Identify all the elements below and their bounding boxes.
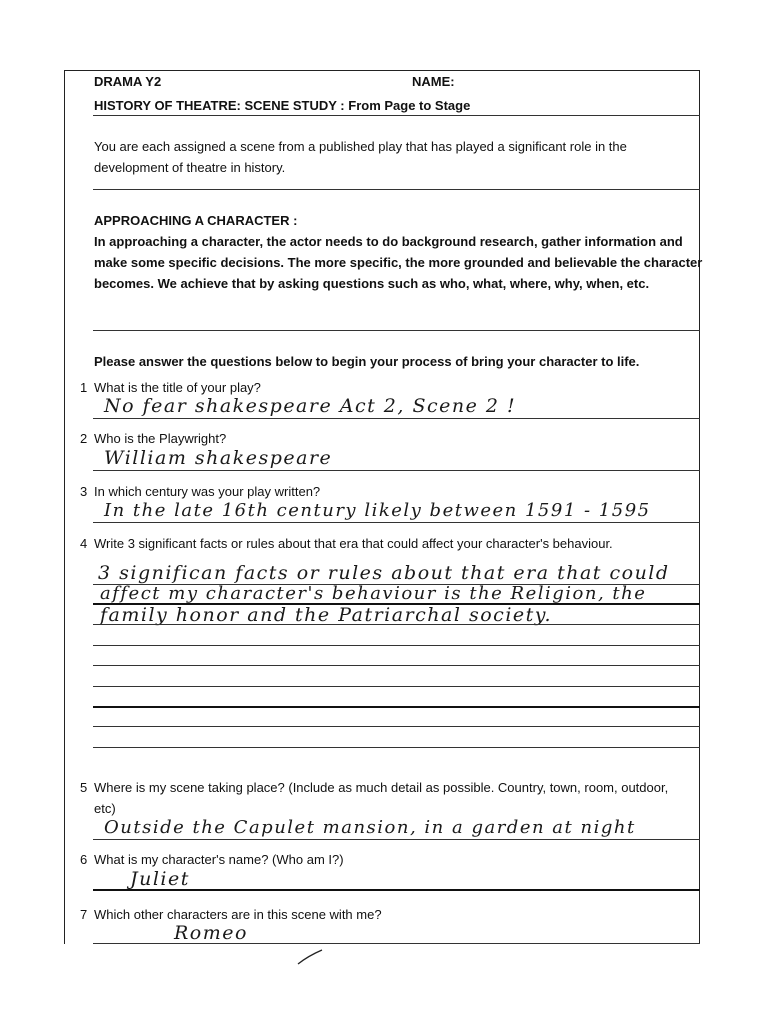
approach-line: make some specific decisions. The more specific, the more grounded and believable the character [94,255,703,270]
question-text: What is my character's name? (Who am I?) [94,852,344,867]
rule [93,115,700,116]
intro-line: You are each assigned a scene from a published play that has played a significant role in the [94,139,627,154]
question-text: Write 3 significant facts or rules about that era that could affect your character's behaviour. [94,536,613,551]
name-label: NAME: [412,74,455,89]
answer-line [93,665,700,666]
answer-line [93,645,700,646]
handwritten-answer[interactable]: In the late 16th century likely between 1591 - 1595 [104,500,651,521]
question-number: 6 [80,852,88,867]
handwritten-answer-line[interactable]: family honor and the Patriarchal society. [100,604,553,626]
answer-line [93,943,700,944]
handwritten-answer[interactable]: Juliet [130,868,190,890]
rule [93,189,700,190]
answer-line [93,624,700,625]
section-heading: APPROACHING A CHARACTER : [94,213,298,228]
approach-line: becomes. We achieve that by asking questions such as who, what, where, why, when, etc. [94,276,650,291]
answer-line [93,839,700,840]
question-number: 5 [80,780,88,795]
question-text: Where is my scene taking place? (Include as much detail as possible. Country, town, room, outdoor, [94,780,669,795]
question-number: 1 [80,380,88,395]
question-text: What is the title of your play? [94,380,261,395]
answer-line [93,889,700,891]
handwritten-answer[interactable]: William shakespeare [104,447,333,469]
question-number: 2 [80,431,88,446]
rule [93,330,700,331]
course-label: DRAMA Y2 [94,74,162,89]
question-text-continued: etc) [94,801,116,816]
answer-line [93,686,700,687]
answer-line [93,522,700,523]
pen-stroke-mark [296,946,326,968]
handwritten-answer[interactable]: Romeo [174,922,248,944]
answer-line [93,470,700,471]
intro-line: development of theatre in history. [94,160,286,175]
question-text: Who is the Playwright? [94,431,227,446]
question-text: In which century was your play written? [94,484,321,499]
approach-line: In approaching a character, the actor needs to do background research, gather information and [94,234,683,249]
answer-line [93,706,700,708]
answer-line [93,418,700,419]
handwritten-answer[interactable]: No fear shakespeare Act 2, Scene 2 ! [104,395,517,417]
handwritten-answer-line[interactable]: 3 significan facts or rules about that era that could [98,562,670,584]
question-number: 4 [80,536,88,551]
question-number: 7 [80,907,88,922]
question-number: 3 [80,484,88,499]
instruction-text: Please answer the questions below to begin your process of bring your character to life. [94,354,640,369]
worksheet-title: HISTORY OF THEATRE: SCENE STUDY : From Page to Stage [94,98,471,113]
answer-line [93,747,700,748]
handwritten-answer-line[interactable]: affect my character's behaviour is the Religion, the [100,583,647,604]
question-text: Which other characters are in this scene with me? [94,907,382,922]
answer-line [93,726,700,727]
handwritten-answer[interactable]: Outside the Capulet mansion, in a garden at night [104,817,636,838]
